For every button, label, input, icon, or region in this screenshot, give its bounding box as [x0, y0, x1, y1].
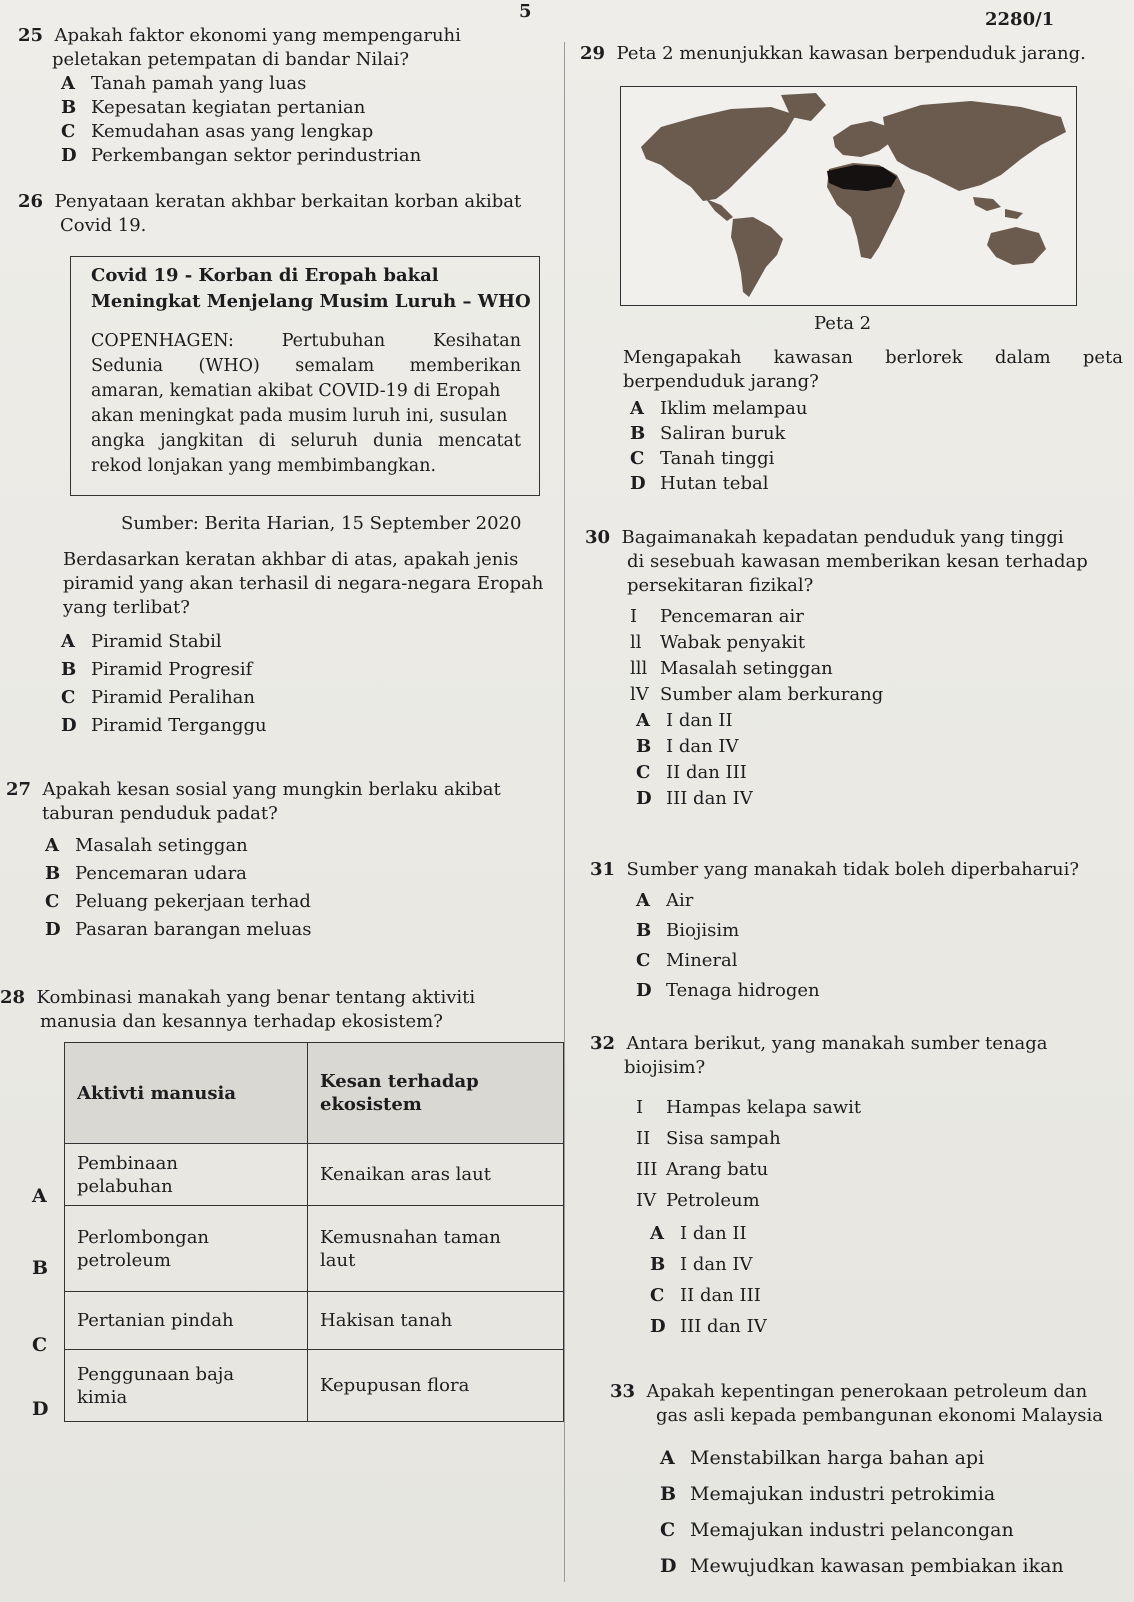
option-c[interactable]: C Memajukan industri pelancongan: [660, 1519, 1014, 1541]
page-number: 5: [519, 1, 532, 22]
option-c[interactable]: C II dan III: [650, 1285, 761, 1306]
question-text: biojisim?: [624, 1057, 706, 1078]
question-text: Peta 2 menunjukkan kawasan berpenduduk jarang.: [616, 43, 1086, 64]
question-text: manusia dan kesannya terhadap ekosistem?: [40, 1011, 443, 1032]
question-text: Antara berikut, yang manakah sumber tenaga: [626, 1033, 1048, 1054]
option-d[interactable]: D Perkembangan sektor perindustrian: [61, 145, 422, 166]
question-number: 32: [590, 1033, 616, 1054]
q27-options: [45, 832, 311, 944]
option-b[interactable]: B Biojisim: [636, 920, 740, 941]
clipping-source: Sumber: Berita Harian, 15 September 2020: [121, 513, 522, 534]
news-clipping-box: [70, 256, 540, 496]
option-a[interactable]: A I dan II: [650, 1223, 747, 1244]
statement: I Hampas kelapa sawit: [636, 1097, 862, 1118]
question-text: di sesebuah kawasan memberikan kesan terhadap: [627, 551, 1088, 572]
question-text: Penyataan keratan akhbar berkaitan korban akibat: [54, 191, 522, 212]
map-svg: [621, 87, 1076, 305]
column-divider: [564, 42, 565, 1582]
table-header: Aktivti manusia: [65, 1043, 308, 1144]
option-a[interactable]: A Menstabilkan harga bahan api: [660, 1447, 985, 1469]
option-c[interactable]: C Mineral: [636, 950, 738, 971]
europe-shape: [833, 121, 891, 157]
statement: II Sisa sampah: [636, 1128, 781, 1149]
option-d[interactable]: D III dan IV: [636, 788, 753, 809]
question-text: Apakah faktor ekonomi yang mempengaruhi: [54, 25, 461, 46]
q29-options: [630, 396, 807, 496]
question-27: [6, 778, 556, 826]
question-31: [590, 858, 1130, 882]
question-number: 30: [585, 527, 611, 548]
question-33: [610, 1380, 1134, 1428]
option-a[interactable]: A I dan II: [636, 710, 733, 731]
table-row[interactable]: Penggunaan baja kimia Kepupusan flora: [65, 1350, 564, 1422]
option-d[interactable]: D III dan IV: [650, 1316, 767, 1337]
statement: I Pencemaran air: [630, 606, 804, 627]
q25-options: [61, 72, 421, 168]
statement: lV Sumber alam berkurang: [630, 684, 884, 705]
question-text: persekitaran fizikal?: [627, 575, 814, 596]
statement: ll Wabak penyakit: [630, 632, 806, 653]
map-caption: Peta 2: [814, 313, 872, 334]
option-a[interactable]: A Air: [636, 890, 694, 911]
option-b[interactable]: B Piramid Progresif: [61, 659, 253, 680]
world-map: [620, 86, 1077, 306]
option-c[interactable]: C Peluang pekerjaan terhad: [45, 891, 311, 912]
statement: lll Masalah setinggan: [630, 658, 833, 679]
option-a[interactable]: A Piramid Stabil: [61, 631, 222, 652]
clipping-body: COPENHAGEN: Pertubuhan Kesihatan Sedunia (WHO) semalam memberikan amaran, kematian akibat COVID-19 di Eropah akan meningkat pada musim luruh ini, susulan angka jangkitan di seluruh dunia mencatat rekod lonjakan yang membimbangkan.: [91, 331, 521, 476]
option-c[interactable]: C II dan III: [636, 762, 747, 783]
question-25: [18, 24, 558, 72]
option-d[interactable]: D Mewujudkan kawasan pembiakan ikan: [660, 1555, 1064, 1577]
south-america-shape: [731, 217, 783, 297]
row-label-d: D: [32, 1398, 49, 1420]
question-number: 26: [18, 191, 44, 212]
option-d[interactable]: D Hutan tebal: [630, 473, 769, 494]
option-a[interactable]: A Iklim melampau: [630, 398, 808, 419]
row-label-c: C: [32, 1334, 48, 1356]
q33-options: [660, 1440, 1064, 1584]
option-b[interactable]: B Pencemaran udara: [45, 863, 247, 884]
question-text: Bagaimanakah kepadatan penduduk yang tinggi: [621, 527, 1064, 548]
question-text: Sumber yang manakah tidak boleh diperbaharui?: [626, 859, 1080, 880]
question-number: 28: [0, 987, 26, 1008]
q32-options: [650, 1218, 767, 1342]
q26-options: [61, 628, 267, 740]
option-b[interactable]: B Kepesatan kegiatan pertanian: [61, 97, 366, 118]
statement: IV Petroleum: [636, 1190, 760, 1211]
option-a[interactable]: A Tanah pamah yang luas: [61, 73, 307, 94]
question-text: Apakah kesan sosial yang mungkin berlaku akibat: [42, 779, 501, 800]
question-number: 25: [18, 25, 44, 46]
option-d[interactable]: D Piramid Terganggu: [61, 715, 267, 736]
table-header: Kesan terhadap ekosistem: [308, 1043, 564, 1144]
row-label-a: A: [32, 1185, 47, 1207]
question-26: [18, 190, 558, 238]
clipping-headline: Covid 19 - Korban di Eropah bakal Meningkat Menjelang Musim Luruh – WHO: [91, 265, 531, 312]
row-label-b: B: [32, 1257, 49, 1279]
question-29: [580, 42, 1120, 66]
option-b[interactable]: B I dan IV: [636, 736, 739, 757]
q29-stem: Mengapakah kawasan berlorek dalam peta berpenduduk jarang?: [623, 347, 1123, 392]
islands-shape: [973, 197, 1001, 211]
question-number: 33: [610, 1381, 636, 1402]
statement: III Arang batu: [636, 1159, 769, 1180]
question-number: 31: [590, 859, 616, 880]
option-d[interactable]: D Tenaga hidrogen: [636, 980, 820, 1001]
option-b[interactable]: B Memajukan industri petrokimia: [660, 1483, 996, 1505]
option-a[interactable]: A Masalah setinggan: [45, 835, 248, 856]
option-b[interactable]: B I dan IV: [650, 1254, 753, 1275]
q31-options: [636, 886, 820, 1006]
islands-shape: [1005, 209, 1023, 219]
question-text: Kombinasi manakah yang benar tentang aktiviti: [36, 987, 476, 1008]
question-28: [0, 986, 560, 1034]
q32-statements: [636, 1092, 861, 1216]
question-text: Covid 19.: [60, 215, 147, 236]
question-text: Apakah kepentingan penerokaan petroleum dan: [646, 1381, 1088, 1402]
table-row[interactable]: Pertanian pindah Hakisan tanah: [65, 1292, 564, 1350]
q30-options: [636, 708, 753, 812]
table-row[interactable]: Pembinaan pelabuhan Kenaikan aras laut: [65, 1144, 564, 1206]
question-number: 27: [6, 779, 32, 800]
question-text: peletakan petempatan di bandar Nilai?: [52, 49, 409, 70]
continents: [641, 93, 1066, 297]
q30-statements: [630, 604, 883, 708]
question-number: 29: [580, 43, 606, 64]
question-text: taburan penduduk padat?: [42, 803, 278, 824]
question-30: [585, 526, 1130, 598]
question-32: [590, 1032, 1130, 1080]
option-d[interactable]: D Pasaran barangan meluas: [45, 919, 312, 940]
option-c[interactable]: C Tanah tinggi: [630, 448, 775, 469]
paper-code: 2280/1: [985, 9, 1055, 30]
asia-shape: [883, 101, 1066, 191]
option-c[interactable]: C Piramid Peralihan: [61, 687, 255, 708]
option-c[interactable]: C Kemudahan asas yang lengkap: [61, 121, 374, 142]
central-america-shape: [706, 199, 733, 221]
option-b[interactable]: B Saliran buruk: [630, 423, 786, 444]
australia-shape: [987, 227, 1046, 265]
q26-stem: Berdasarkan keratan akhbar di atas, apakah jenis piramid yang akan terhasil di negara-negara Eropah yang terlibat?: [63, 549, 544, 618]
question-text: gas asli kepada pembangunan ekonomi Malaysia: [656, 1405, 1103, 1426]
table-row[interactable]: Perlombongan petroleum Kemusnahan taman laut: [65, 1206, 564, 1292]
activity-impact-table: [64, 1042, 564, 1422]
north-america-shape: [641, 107, 796, 201]
